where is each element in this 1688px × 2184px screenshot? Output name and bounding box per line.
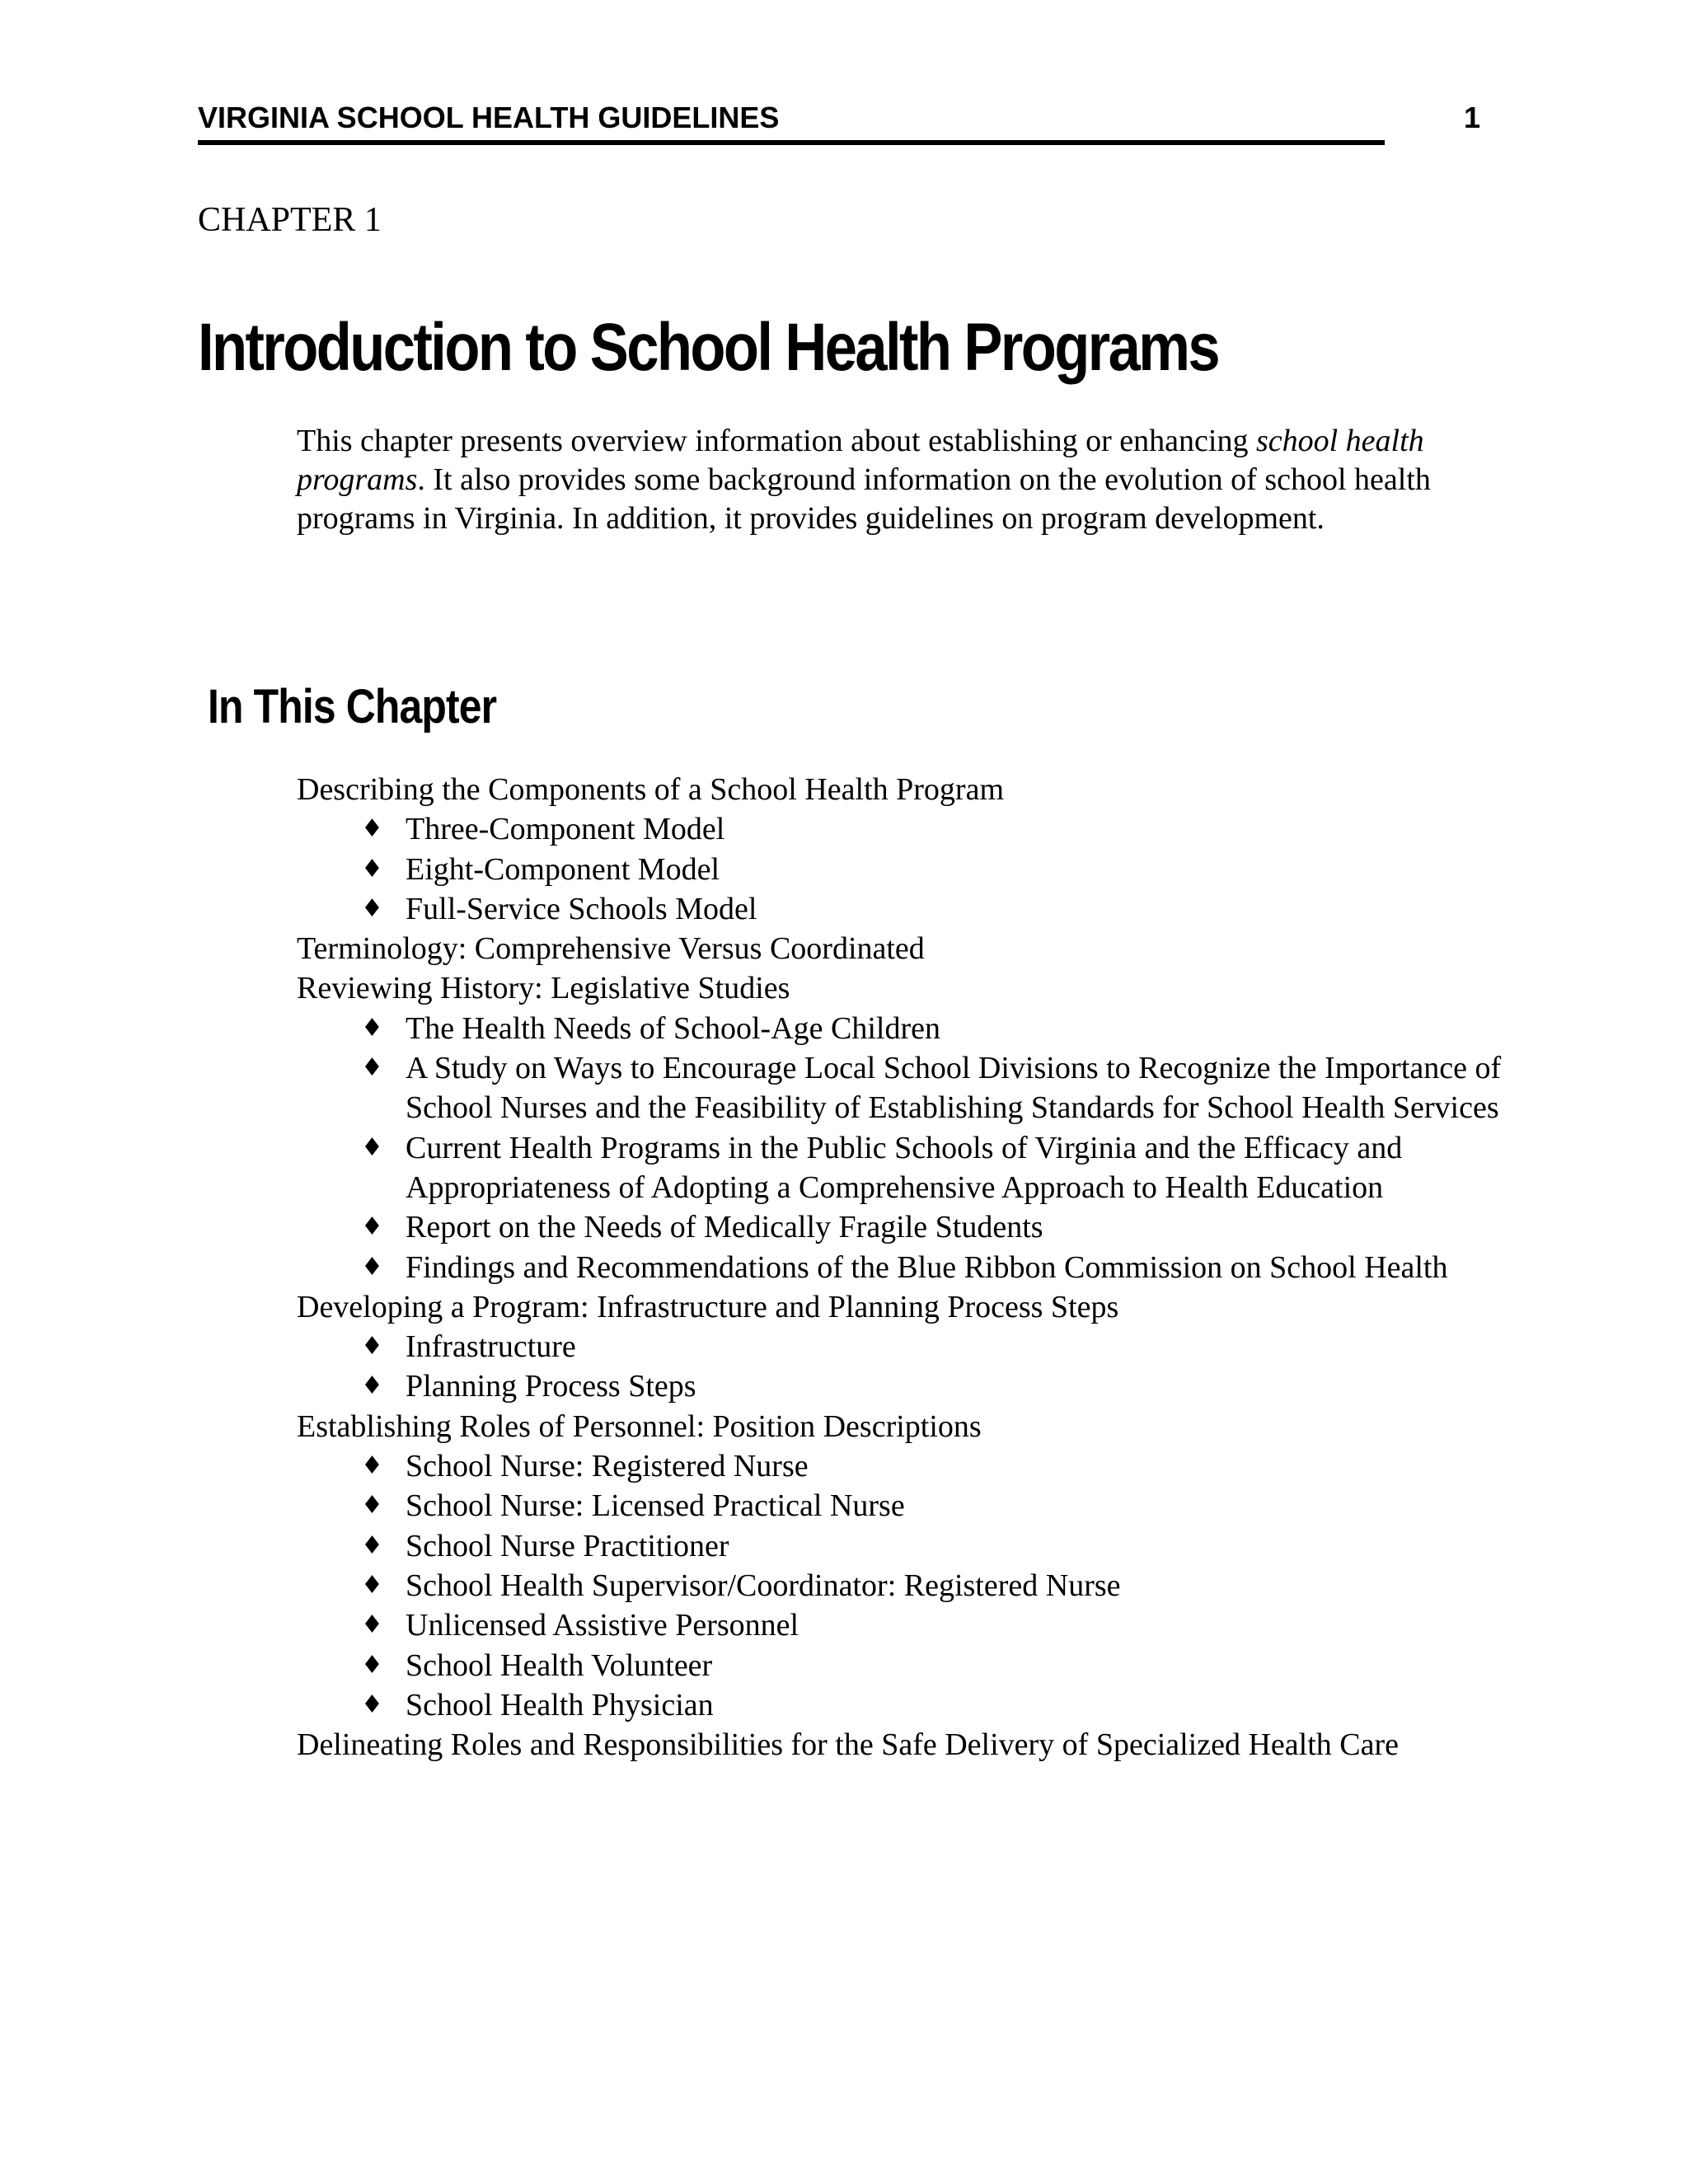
toc-subtopic [361,1526,1518,1566]
toc-subtopic-text: School Health Volunteer [406,1647,713,1683]
diamond-icon: ♦ [361,893,383,923]
toc-subtopic-text: A Study on Ways to Encourage Local School Divisions to Recognize the Importance of School Nurses and the Feasibility of Establishing Standards for School Health Services [406,1051,1502,1126]
diamond-icon: ♦ [361,1212,383,1242]
toc-subtopic [361,1446,1518,1486]
toc-subtopic [361,1248,1518,1287]
toc-subtopic-text: School Health Supervisor/Coordinator: Registered Nurse [406,1568,1121,1603]
header-rule [198,140,1385,145]
toc-subtopic-text: Infrastructure [406,1329,576,1365]
diamond-icon: ♦ [361,854,383,883]
chapter-intro [297,422,1500,538]
page-number: 1 [1464,101,1481,134]
toc-topic-title: Reviewing History: Legislative Studies [297,971,790,1006]
toc-subtopic [361,1566,1518,1605]
chapter-contents-list [297,770,1533,1765]
intro-text-start: This chapter presents overview information about establishing or enhancing [297,424,1256,458]
toc-subtopic-list [297,809,1518,929]
toc-subtopic [361,1646,1518,1685]
toc-subtopic-text: School Nurse: Registered Nurse [406,1449,809,1484]
header-title: VIRGINIA SCHOOL HEALTH GUIDELINES [198,101,780,134]
toc-subtopic-list [297,1446,1518,1725]
toc-subtopic-text: Current Health Programs in the Public Schools of Virginia and the Efficacy and Appropriateness of Adopting a Comprehensive Approach to Health Education [406,1130,1403,1205]
toc-subtopic-text: Planning Process Steps [406,1369,696,1404]
toc-subtopic-text: Three-Component Model [406,812,725,847]
chapter-label: CHAPTER 1 [198,201,382,239]
intro-text-end: . It also provides some background information on the evolution of school health programs in Virginia. In addition, it provides guidelines on program development. [297,462,1431,536]
diamond-icon: ♦ [361,1053,383,1083]
diamond-icon: ♦ [361,1332,383,1361]
toc-topic [297,770,1533,929]
toc-topic-title: Developing a Program: Infrastructure and Planning Process Steps [297,1289,1119,1324]
toc-subtopic-text: Unlicensed Assistive Personnel [406,1608,799,1643]
diamond-icon: ♦ [361,1690,383,1719]
toc-subtopic-text: School Nurse Practitioner [406,1528,729,1563]
diamond-icon: ♦ [361,814,383,844]
diamond-icon: ♦ [361,1530,383,1560]
toc-subtopic-text: School Nurse: Licensed Practical Nurse [406,1488,905,1524]
toc-subtopic [361,1685,1518,1725]
toc-subtopic [361,1366,1518,1406]
toc-subtopic [361,1009,1518,1048]
toc-subtopic [361,1048,1518,1128]
toc-subtopic [361,1605,1518,1645]
toc-subtopic [361,889,1518,929]
diamond-icon: ♦ [361,1451,383,1481]
toc-topic-title: Establishing Roles of Personnel: Position Descriptions [297,1408,982,1444]
diamond-icon: ♦ [361,1371,383,1401]
toc-topic [297,1725,1533,1765]
toc-subtopic [361,809,1518,849]
running-header [198,97,1401,147]
toc-subtopic-text: The Health Needs of School-Age Children [406,1010,940,1046]
toc-topic [297,1407,1533,1725]
toc-topic [297,1287,1533,1407]
toc-subtopic-text: Full-Service Schools Model [406,891,757,926]
intro-paragraph [297,422,1500,538]
toc-subtopic-text: Eight-Component Model [406,851,720,887]
diamond-icon: ♦ [361,1570,383,1600]
toc-topic [297,929,1533,968]
toc-subtopic-list [297,1327,1518,1407]
toc-subtopic-list [297,1009,1518,1287]
toc-subtopic [361,1207,1518,1247]
toc-topic [297,968,1533,1286]
section-heading: In This Chapter [208,680,497,733]
toc-subtopic [361,1486,1518,1526]
diamond-icon: ♦ [361,1610,383,1640]
chapter-title: Introduction to School Health Programs [198,310,1218,385]
toc-topic-title: Delineating Roles and Responsibilities for the Safe Delivery of Specialized Health Care [297,1727,1399,1763]
diamond-icon: ♦ [361,1650,383,1680]
intro-emphasis: school health programs [297,424,1424,497]
toc-subtopic-text: Report on the Needs of Medically Fragile Students [406,1210,1043,1245]
diamond-icon: ♦ [361,1252,383,1282]
toc-subtopic [361,1128,1518,1208]
toc-subtopic [361,1327,1518,1366]
toc-subtopic-text: School Health Physician [406,1687,714,1722]
toc-topic-title: Terminology: Comprehensive Versus Coordinated [297,931,925,967]
diamond-icon: ♦ [361,1491,383,1521]
toc-subtopic-text: Findings and Recommendations of the Blue Ribbon Commission on School Health [406,1249,1448,1285]
diamond-icon: ♦ [361,1013,383,1043]
diamond-icon: ♦ [361,1132,383,1162]
toc-topic-title: Describing the Components of a School Health Program [297,772,1005,807]
toc-subtopic [361,850,1518,889]
